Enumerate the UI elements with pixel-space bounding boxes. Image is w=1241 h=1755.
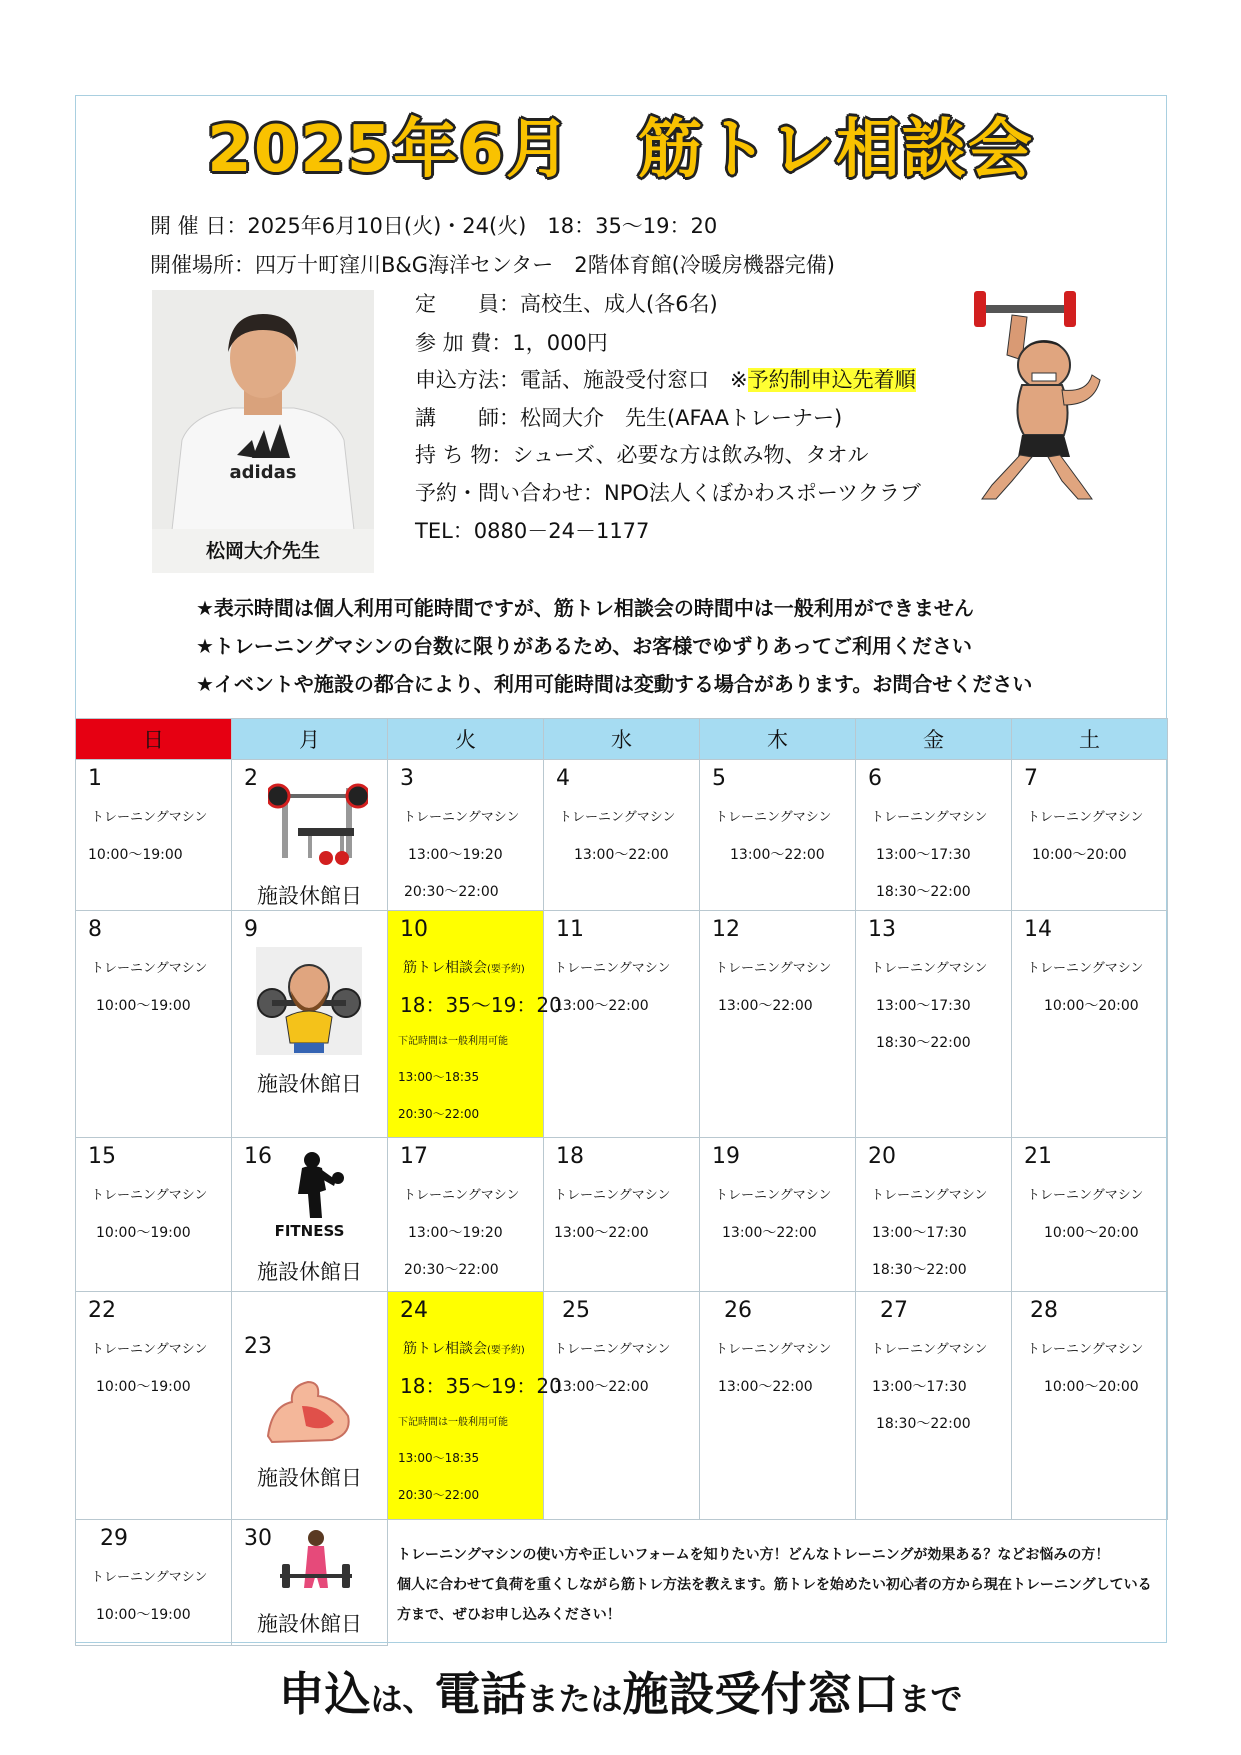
day-number: 16 [244, 1144, 272, 1169]
machine-label: トレーニングマシン [715, 810, 832, 825]
day-cell-6 [856, 760, 1012, 911]
day-number: 20 [868, 1144, 896, 1169]
machine-label: トレーニングマシン [403, 810, 520, 825]
machine-label: トレーニングマシン [403, 1188, 520, 1203]
day-cell-5 [700, 760, 856, 911]
time-slot: 13:00～22:00 [718, 998, 813, 1014]
day-cell-26 [700, 1292, 856, 1520]
event-reservation-note: (要予約) [487, 1345, 525, 1356]
time-slot: 13:00～17:30 [876, 847, 971, 863]
closed-label: 施設休館日 [257, 1260, 362, 1284]
day-number: 26 [724, 1298, 752, 1323]
calendar-week-3 [76, 1138, 1168, 1292]
info-tel: TEL：0880－24－1177 [415, 519, 650, 543]
day-number: 23 [244, 1334, 272, 1359]
event-reservation-note: (要予約) [487, 964, 525, 975]
day-cell-18 [544, 1138, 700, 1292]
day-number: 10 [400, 917, 428, 942]
fitness-woman-icon [280, 1150, 350, 1220]
time-slot: 20:30～22:00 [404, 1262, 499, 1278]
day-cell-9 [232, 911, 388, 1138]
weekday-sat: 土 [1012, 719, 1168, 760]
day-cell-12 [700, 911, 856, 1138]
note-2: ★トレーニングマシンの台数に限りがあるため、お客様でゆずりあってご利用ください [196, 634, 973, 658]
fitness-logo-text: FITNESS [274, 1222, 345, 1240]
day-number: 5 [712, 766, 726, 791]
day-cell-23 [232, 1292, 388, 1520]
time-slot: 18:30～22:00 [876, 884, 971, 900]
weekday-header-row [76, 719, 1168, 760]
machine-label: トレーニングマシン [871, 961, 988, 976]
time-slot: 13:00～19:20 [408, 847, 503, 863]
machine-label: トレーニングマシン [715, 1342, 832, 1357]
machine-label: トレーニングマシン [554, 961, 671, 976]
machine-label: トレーニングマシン [1027, 961, 1144, 976]
day-number: 24 [400, 1298, 428, 1323]
time-slot: 13:00～17:30 [872, 1225, 967, 1241]
machine-label: トレーニングマシン [871, 810, 988, 825]
svg-text:adidas: adidas [229, 462, 297, 483]
day-cell-3 [388, 760, 544, 911]
day-cell-11 [544, 911, 700, 1138]
note-1: ★表示時間は個人利用可能時間ですが、筋トレ相談会の時間中は一般利用ができません [196, 596, 974, 620]
info-venue: 開催場所：四万十町窪川B&G海洋センター 2階体育館(冷暖房機器完備) [150, 253, 835, 277]
machine-label: トレーニングマシン [554, 1188, 671, 1203]
apply-method: 申込方法：電話、施設受付窓口 ※ [415, 368, 748, 392]
day-number: 8 [88, 917, 102, 942]
info-capacity: 定 員：高校生、成人(各6名) [415, 292, 718, 316]
day-number: 17 [400, 1144, 428, 1169]
time-slot: 18:30～22:00 [876, 1035, 971, 1051]
day-number: 25 [562, 1298, 590, 1323]
time-slot: 10:00～20:00 [1044, 1225, 1139, 1241]
flexed-arm-icon [262, 1376, 356, 1446]
info-date: 開 催 日：2025年6月10日(火)・24(火) 18：35～19：20 [150, 214, 718, 238]
event-general-note: 下記時間は一般利用可能 [398, 1036, 508, 1047]
time-slot: 10:00～19:00 [96, 1607, 191, 1623]
machine-label: トレーニングマシン [554, 1342, 671, 1357]
day-number: 22 [88, 1298, 116, 1323]
time-slot: 10:00～20:00 [1044, 998, 1139, 1014]
day-number: 29 [100, 1526, 128, 1551]
machine-label: トレーニングマシン [871, 1342, 988, 1357]
event-time: 18：35～19：20 [400, 1374, 562, 1398]
day-number: 28 [1030, 1298, 1058, 1323]
info-instructor: 講 師：松岡大介 先生(AFAAトレーナー) [415, 406, 843, 430]
day-cell-4 [544, 760, 700, 911]
day-cell-15 [76, 1138, 232, 1292]
footer-part-ha: は、 [370, 1680, 435, 1718]
day-number: 21 [1024, 1144, 1052, 1169]
event-open-time-2: 20:30～22:00 [398, 1107, 480, 1121]
muscle-man-dumbbell-icon [952, 285, 1117, 505]
day-cell-14 [1012, 911, 1168, 1138]
machine-label: トレーニングマシン [91, 1342, 208, 1357]
note-3: ★イベントや施設の都合により、利用可能時間は変動する場合があります。お問合せください [196, 672, 1033, 696]
time-slot: 13:00～22:00 [554, 998, 649, 1014]
event-open-time-2: 20:30～22:00 [398, 1488, 480, 1502]
day-number: 13 [868, 917, 896, 942]
day-number: 1 [88, 766, 102, 791]
day-cell-8 [76, 911, 232, 1138]
calendar-week-2 [76, 911, 1168, 1138]
day-cell-10-event [388, 911, 562, 1138]
day-cell-2 [232, 760, 388, 911]
machine-label: トレーニングマシン [559, 810, 676, 825]
machine-label: トレーニングマシン [871, 1188, 988, 1203]
day-number: 4 [556, 766, 570, 791]
footer-part-made: まで [898, 1680, 963, 1718]
event-time: 18：35～19：20 [400, 993, 562, 1017]
event-open-time-1: 13:00～18:35 [398, 1451, 480, 1465]
calendar-table [75, 718, 1168, 1646]
day-cell-25 [544, 1292, 700, 1520]
day-cell-22 [76, 1292, 232, 1520]
closed-label: 施設休館日 [257, 1612, 362, 1636]
time-slot: 10:00～19:00 [88, 847, 183, 863]
bodybuilder-icon [256, 947, 362, 1055]
machine-label: トレーニングマシン [1027, 1342, 1144, 1357]
time-slot: 10:00～20:00 [1044, 1379, 1139, 1395]
apply-note-highlight: 予約制申込先着順 [747, 368, 916, 392]
machine-label: トレーニングマシン [91, 810, 208, 825]
footer-call-to-action [0, 1658, 1241, 1724]
time-slot: 13:00～17:30 [872, 1379, 967, 1395]
time-slot: 13:00～22:00 [718, 1379, 813, 1395]
time-slot: 10:00～19:00 [96, 1379, 191, 1395]
footer-part-apply: 申込 [278, 1667, 371, 1721]
event-open-time-1: 13:00～18:35 [398, 1070, 480, 1084]
promo-line-2: 個人に合わせて負荷を重くしながら筋トレ方法を教えます。筋トレを始めたい初心者の方から現在トレーニングしている [397, 1577, 1152, 1593]
day-cell-30 [232, 1520, 388, 1646]
day-number: 11 [556, 917, 584, 942]
day-cell-28 [1012, 1292, 1168, 1520]
day-cell-27 [856, 1292, 1012, 1520]
weekday-wed: 水 [544, 719, 700, 760]
day-number: 6 [868, 766, 882, 791]
footer-part-or: または [526, 1680, 623, 1718]
weekday-thu: 木 [700, 719, 856, 760]
deadlift-woman-icon [276, 1528, 356, 1600]
machine-label: トレーニングマシン [91, 961, 208, 976]
time-slot: 13:00～22:00 [554, 1379, 649, 1395]
day-cell-16 [232, 1138, 388, 1292]
footer-part-counter: 施設受付窓口 [622, 1667, 899, 1721]
event-title-text: 筋トレ相談会 [403, 1341, 487, 1357]
machine-label: トレーニングマシン [91, 1570, 208, 1585]
day-cell-21 [1012, 1138, 1168, 1292]
time-slot: 10:00～19:00 [96, 998, 191, 1014]
machine-label: トレーニングマシン [1027, 810, 1144, 825]
event-title [403, 957, 525, 977]
day-number: 12 [712, 917, 740, 942]
footer-part-phone: 電話 [434, 1667, 527, 1721]
day-number: 30 [244, 1526, 272, 1551]
day-number: 7 [1024, 766, 1038, 791]
event-general-note: 下記時間は一般利用可能 [398, 1417, 508, 1428]
day-number: 3 [400, 766, 414, 791]
day-cell-29 [76, 1520, 232, 1646]
machine-label: トレーニングマシン [1027, 1188, 1144, 1203]
instructor-figure [152, 290, 374, 530]
closed-label: 施設休館日 [257, 884, 362, 908]
info-contact: 予約・問い合わせ：NPO法人くぼかわスポーツクラブ [415, 481, 921, 505]
closed-label: 施設休館日 [257, 1466, 362, 1490]
time-slot: 18:30～22:00 [876, 1416, 971, 1432]
day-cell-24-event [388, 1292, 562, 1520]
info-fee: 参 加 費：1，000円 [415, 331, 608, 355]
calendar-week-1 [76, 760, 1168, 911]
time-slot: 18:30～22:00 [872, 1262, 967, 1278]
time-slot: 10:00～20:00 [1032, 847, 1127, 863]
day-number: 19 [712, 1144, 740, 1169]
promo-message [397, 1540, 1152, 1630]
time-slot: 13:00～22:00 [730, 847, 825, 863]
event-title-text: 筋トレ相談会 [403, 960, 487, 976]
promo-line-3: 方まで、ぜひお申し込みください！ [397, 1607, 621, 1623]
machine-label: トレーニングマシン [91, 1188, 208, 1203]
day-cell-13 [856, 911, 1012, 1138]
time-slot: 13:00～22:00 [574, 847, 669, 863]
info-apply [415, 367, 916, 393]
weekday-sun: 日 [76, 719, 232, 760]
machine-label: トレーニングマシン [715, 961, 832, 976]
event-title [403, 1338, 525, 1358]
bench-press-icon [268, 778, 368, 868]
weekday-tue: 火 [388, 719, 544, 760]
info-items: 持 ち 物：シューズ、必要な方は飲み物、タオル [415, 443, 869, 467]
day-number: 2 [244, 766, 258, 791]
time-slot: 13:00～22:00 [722, 1225, 817, 1241]
machine-label: トレーニングマシン [715, 1188, 832, 1203]
time-slot: 13:00～19:20 [408, 1225, 503, 1241]
day-cell-17 [388, 1138, 544, 1292]
closed-label: 施設休館日 [257, 1072, 362, 1096]
photo-caption: 松岡大介先生 [152, 529, 374, 573]
day-number: 15 [88, 1144, 116, 1169]
day-number: 14 [1024, 917, 1052, 942]
day-number: 27 [880, 1298, 908, 1323]
day-cell-20 [856, 1138, 1012, 1292]
promo-line-1: トレーニングマシンの使い方や正しいフォームを知りたい方！どんなトレーニングが効果ある？などお悩みの方！ [397, 1547, 1110, 1563]
time-slot: 13:00～17:30 [876, 998, 971, 1014]
day-cell-19 [700, 1138, 856, 1292]
time-slot: 13:00～22:00 [554, 1225, 649, 1241]
time-slot: 20:30～22:00 [404, 884, 499, 900]
day-cell-1 [76, 760, 232, 911]
day-cell-7 [1012, 760, 1168, 911]
day-number: 9 [244, 917, 258, 942]
day-number: 18 [556, 1144, 584, 1169]
weekday-fri: 金 [856, 719, 1012, 760]
time-slot: 10:00～19:00 [96, 1225, 191, 1241]
page-title: 2025年6月 筋トレ相談会 [207, 113, 1034, 187]
instructor-photo [152, 290, 374, 573]
weekday-mon: 月 [232, 719, 388, 760]
calendar-week-4 [76, 1292, 1168, 1520]
